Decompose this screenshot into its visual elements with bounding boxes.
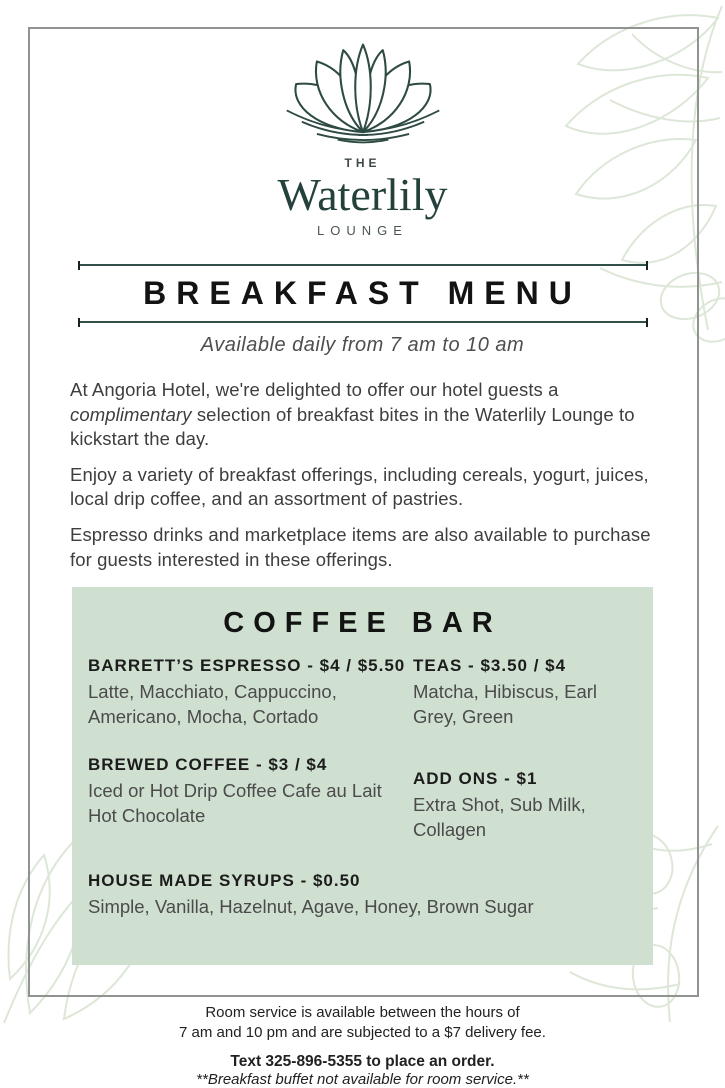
menu-item-add-ons: ADD ONS - $1 Extra Shot, Sub Milk, Collagen [413,769,586,840]
menu-item-barretts-espresso: BARRETT’S ESPRESSO - $4 / $5.50 Latte, Macchiato, Cappuccino, Americano, Mocha, Cortado [88,656,406,727]
room-service-line-2: 7 am and 10 pm and are subjected to a $7 delivery fee. [179,1024,546,1042]
availability-subtitle: Available daily from 7 am to 10 am [200,334,525,356]
menu-item-teas: TEAS - $3.50 / $4 Matcha, Hibiscus, Earl Grey, Green [413,656,598,727]
order-phone-line: Text 325-896-5355 to place an order. [230,1052,495,1070]
intro-italic-word: complimentary [70,403,192,425]
menu-item-brewed-coffee: BREWED COFFEE - $3 / $4 Iced or Hot Drip Coffee Cafe au Lait Hot Chocolate [88,755,382,826]
intro-paragraph-1: At Angoria Hotel, we're delighted to offer our hotel guests a complimentary selection of breakfast bites in the Waterlily Lounge to kickstart the day. [70,379,635,450]
menu-header [78,264,648,357]
brand-name: Waterlily [277,169,448,220]
divider-rule-bottom [78,321,648,323]
coffee-bar-title: COFFEE BAR [223,607,502,640]
coffee-bar-left-column [88,656,413,868]
intro-paragraph-3: Espresso drinks and marketplace items are also available to purchase for guests interested in these offerings. [70,523,651,570]
menu-item-house-made-syrups: HOUSE MADE SYRUPS - $0.50 Simple, Vanilla, Hazelnut, Agave, Honey, Brown Sugar [88,870,534,917]
buffet-note: **Breakfast buffet not available for room service.** [196,1070,529,1088]
logo-block [0,0,725,238]
room-service-line-1: Room service is available between the hours of [205,1004,520,1022]
coffee-bar-panel [72,587,653,965]
divider-rule-top [78,264,648,266]
waterlily-lotus-logo-icon [283,38,443,148]
intro-paragraph-2: Enjoy a variety of breakfast offerings, including cereals, yogurt, juices, local drip coffee, and an assortment of pastries. [70,463,649,510]
brand-lounge: LOUNGE [317,223,408,238]
page-title: BREAKFAST MENU [143,275,582,311]
coffee-bar-right-column [413,656,637,868]
intro-copy [70,378,663,572]
room-service-footer [0,1003,725,1088]
brand-the: THE [344,156,381,170]
